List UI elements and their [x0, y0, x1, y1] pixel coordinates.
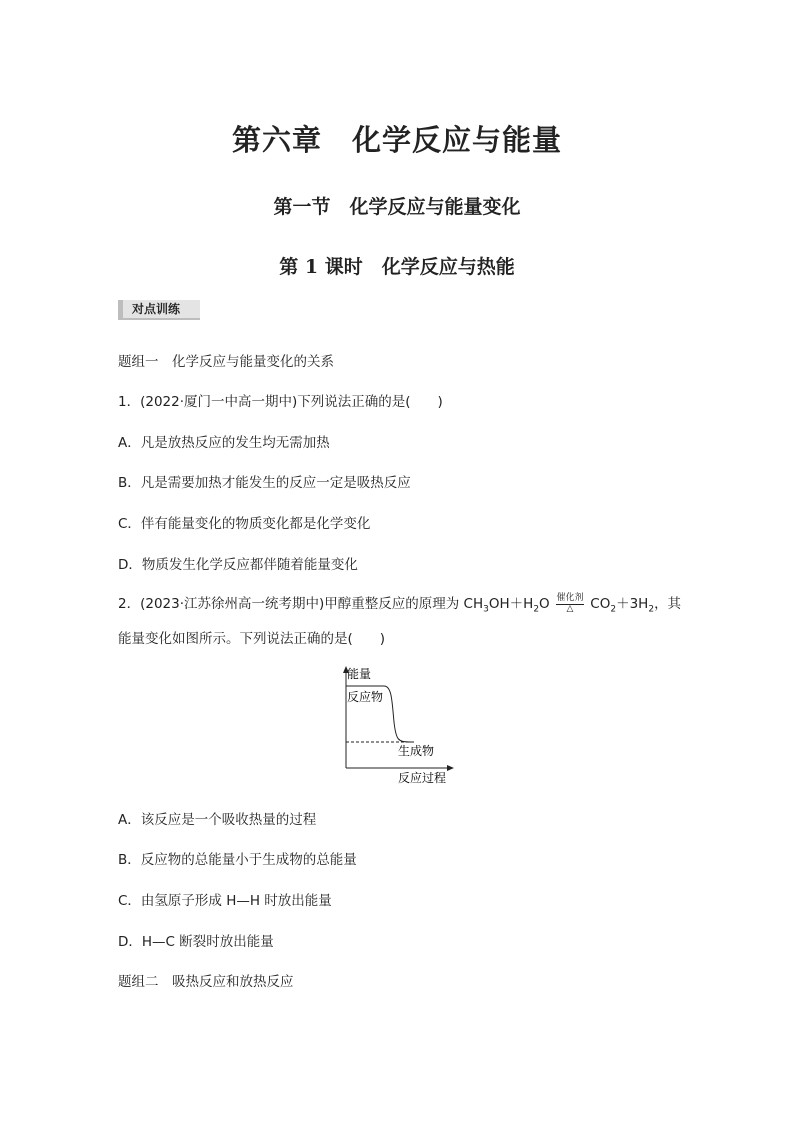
q2-co: CO: [590, 596, 611, 612]
q2-option-c: C．由氢原子形成 H—H 时放出能量: [118, 893, 332, 909]
q2-sub3: 3: [483, 604, 489, 615]
q2-stem-pre: 2．(2023·江苏徐州高一统考期中)甲醇重整反应的原理为 CH: [118, 596, 484, 612]
q2-o: O: [539, 596, 550, 612]
q2-stem: [118, 592, 681, 616]
badge-bar: [118, 300, 123, 318]
x-axis-label: 反应过程: [398, 771, 447, 785]
x-axis-arrow: [447, 765, 454, 771]
q2-sub2c: 2: [648, 604, 655, 615]
q2-sub2a: 2: [533, 604, 540, 615]
practice-badge: [118, 300, 200, 320]
q2-oh-plus: OH＋H: [488, 596, 534, 612]
group2-heading: 题组二 吸热反应和放热反应: [118, 974, 294, 990]
energy-diagram: [330, 662, 460, 787]
catalyst-label: 催化剂: [556, 593, 584, 603]
q1-option-b: B．凡是需要加热才能发生的反应一定是吸热反应: [118, 475, 411, 491]
q2-option-a: A．该反应是一个吸收热量的过程: [118, 812, 317, 828]
reaction-arrow: [554, 592, 586, 616]
heat-symbol: △: [566, 604, 574, 614]
reactants-label: 反应物: [347, 690, 384, 704]
section-title: 第一节 化学反应与能量变化: [273, 196, 521, 218]
q1-option-c: C．伴有能量变化的物质变化都是化学变化: [118, 516, 371, 532]
group1-heading: 题组一 化学反应与能量变化的关系: [118, 354, 334, 370]
q2-stem-line2: 能量变化如图所示。下列说法正确的是( ): [118, 631, 386, 647]
q1-option-a: A．凡是放热反应的发生均无需加热: [118, 435, 330, 451]
badge-label: 对点训练: [132, 302, 181, 316]
q2-sub2b: 2: [610, 604, 617, 615]
q2-tail: ，其: [654, 596, 682, 612]
q1-option-d: D．物质发生化学反应都伴随着能量变化: [118, 557, 358, 573]
y-axis-label: 能量: [347, 667, 372, 681]
products-label: 生成物: [398, 744, 435, 758]
q1-stem: 1．(2022·厦门一中高一期中)下列说法正确的是( ): [118, 394, 443, 410]
q2-option-b: B．反应物的总能量小于生成物的总能量: [118, 852, 357, 868]
q2-plus3h: ＋3H: [616, 596, 649, 612]
chapter-title: 第六章 化学反应与能量: [231, 123, 562, 157]
lesson-title: 第 1 课时 化学反应与热能: [279, 256, 515, 278]
q2-option-d: D．H—C 断裂时放出能量: [118, 934, 274, 950]
